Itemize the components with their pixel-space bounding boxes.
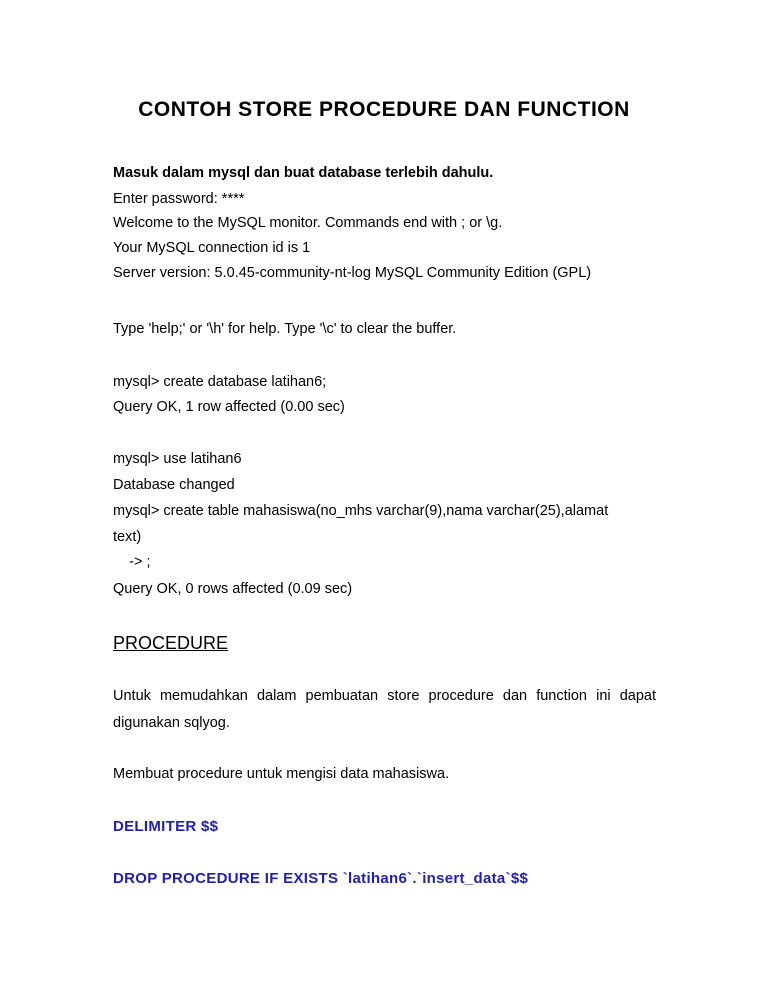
console-line: Query OK, 0 rows affected (0.09 sec)	[113, 581, 353, 597]
console-line: Server version: 5.0.45-community-nt-log MySQL Community Edition (GPL)	[113, 265, 592, 281]
console-line: Database changed	[113, 477, 235, 493]
console-line: Your MySQL connection id is 1	[113, 240, 311, 256]
section-heading-procedure: PROCEDURE	[113, 633, 229, 653]
console-line: mysql> create table mahasiswa(no_mhs varchar(9),nama varchar(25),alamat	[113, 503, 609, 519]
console-line: mysql> use latihan6	[113, 451, 242, 467]
body-paragraph: Untuk memudahkan dalam pembuatan store procedure dan function ini dapat digunakan sqlyog.	[113, 688, 656, 731]
intro-text: Masuk dalam mysql dan buat database terlebih dahulu.	[113, 165, 494, 181]
console-line: Welcome to the MySQL monitor. Commands end with ; or \g.	[113, 215, 503, 231]
console-line: mysql> create database latihan6;	[113, 374, 327, 390]
code-line-delimiter: DELIMITER $$	[113, 818, 219, 835]
console-line: Enter password: ****	[113, 191, 245, 207]
document-title: CONTOH STORE PROCEDURE DAN FUNCTION	[138, 98, 630, 121]
console-line: Query OK, 1 row affected (0.00 sec)	[113, 399, 345, 415]
procedure-intro-text: Membuat procedure untuk mengisi data mahasiswa.	[113, 766, 450, 782]
code-line-drop-procedure: DROP PROCEDURE IF EXISTS `latihan6`.`insert_data`$$	[113, 870, 529, 887]
console-line: text)	[113, 529, 142, 545]
console-line: Type 'help;' or '\h' for help. Type '\c' to clear the buffer.	[113, 321, 457, 337]
console-line: -> ;	[113, 554, 151, 570]
